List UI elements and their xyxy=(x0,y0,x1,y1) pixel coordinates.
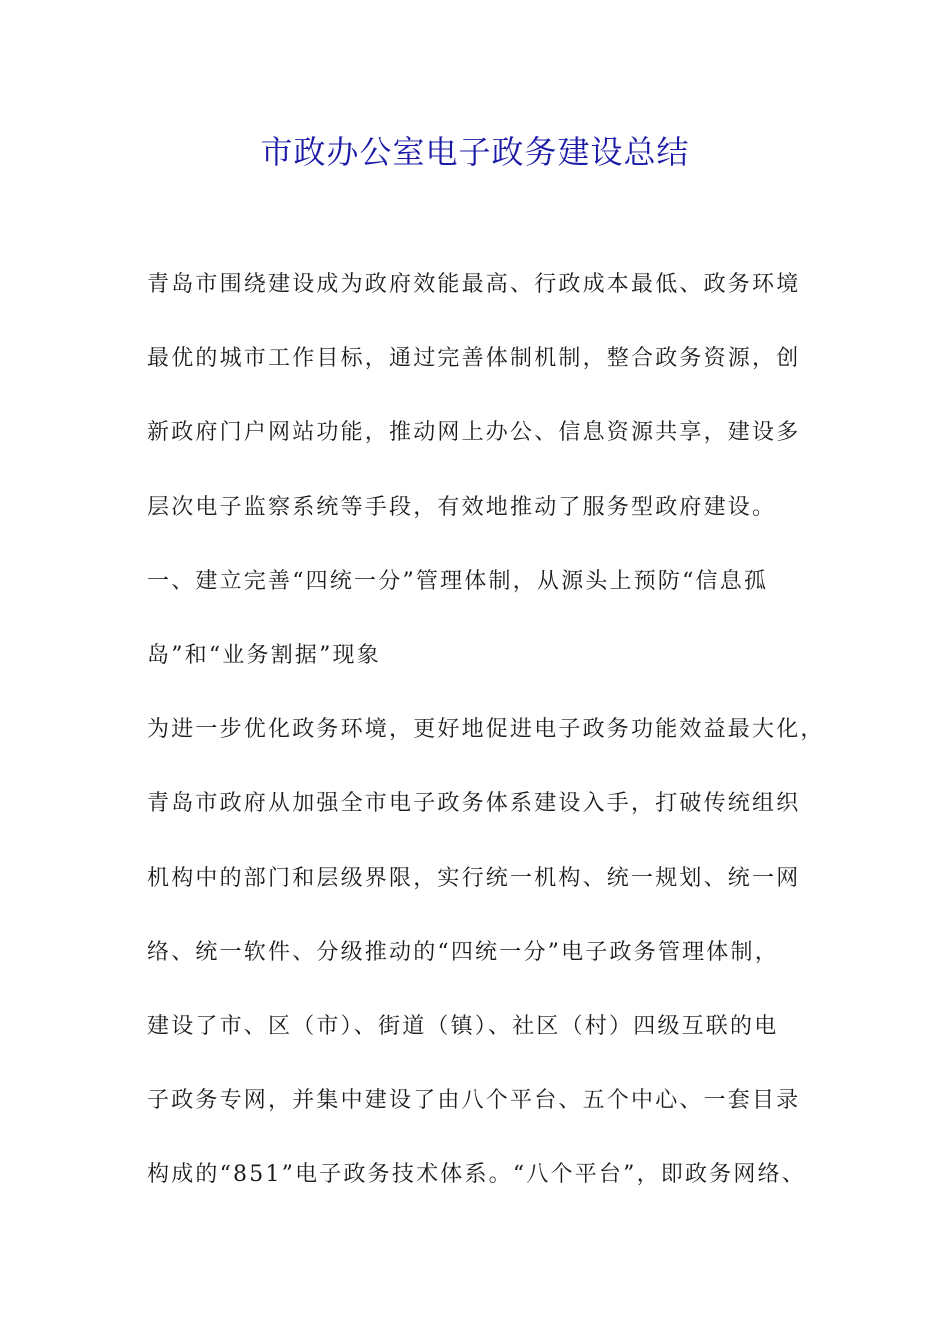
body-line: 子政务专网，并集中建设了由八个平台、五个中心、一套目录 xyxy=(147,1088,801,1114)
body-line: 最优的城市工作目标，通过完善体制机制，整合政务资源，创 xyxy=(147,346,801,372)
body-line: 构成的“851”电子政务技术体系。“八个平台”，即政务网络、 xyxy=(147,1162,806,1188)
section-heading-line: 岛”和“业务割据”现象 xyxy=(147,642,381,668)
body-line: 青岛市围绕建设成为政府效能最高、行政成本最低、政务环境 xyxy=(147,272,801,297)
body-line: 青岛市政府从加强全市电子政务体系建设入手，打破传统组织 xyxy=(147,791,801,817)
body-line: 新政府门户网站功能，推动网上办公、信息资源共享，建设多 xyxy=(147,420,801,446)
body-line: 为进一步优化政务环境，更好地促进电子政务功能效益最大化， xyxy=(147,717,825,743)
section-heading-line: 一、建立完善“四统一分”管理体制，从源头上预防“信息孤 xyxy=(147,568,769,594)
body-line: 机构中的部门和层级界限，实行统一机构、统一规划、统一网 xyxy=(147,865,801,891)
document-body xyxy=(147,260,827,1224)
document-title: 市政办公室电子政务建设总结 xyxy=(260,133,690,171)
body-line: 建设了市、区（市）、街道（镇）、社区（村）四级互联的电 xyxy=(147,1013,779,1039)
body-line: 层次电子监察系统等手段，有效地推动了服务型政府建设。 xyxy=(147,494,777,520)
body-line: 络、统一软件、分级推动的“四统一分”电子政务管理体制， xyxy=(147,939,779,965)
